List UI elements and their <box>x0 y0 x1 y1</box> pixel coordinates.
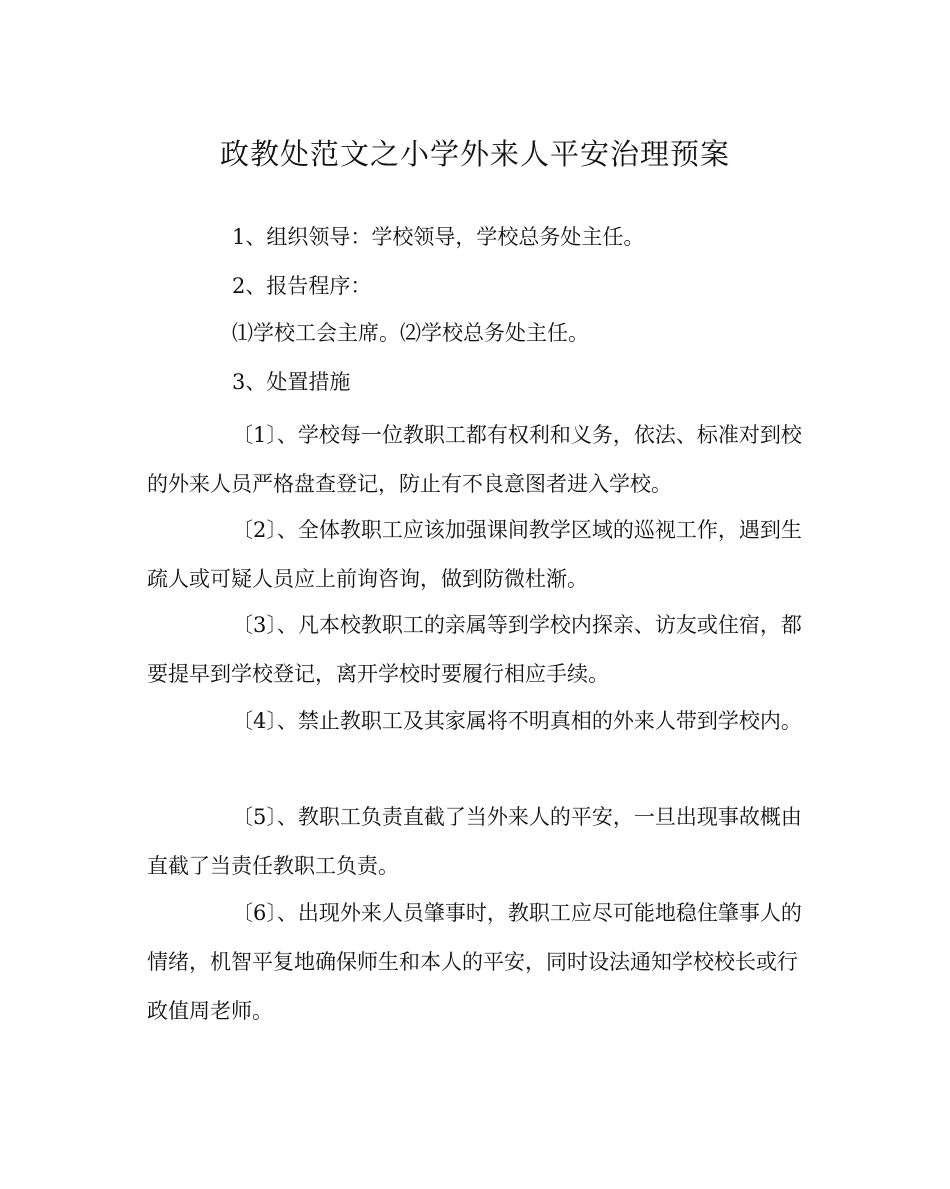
document-title: 政教处范文之小学外来人平安治理预案 <box>219 137 730 171</box>
organization-line: 1、组织领导：学校领导，学校总务处主任。 <box>232 225 645 249</box>
measure-paragraph-5: 〔5〕、教职工负责直截了当外来人的平安，一旦出现事故概由直截了当责任教职工负责。 <box>147 805 802 878</box>
measure-paragraph-4: 〔4〕、禁止教职工及其家属将不明真相的外来人带到学校内。 <box>232 709 802 733</box>
report-detail: ⑴学校工会主席。⑵学校总务处主任。 <box>232 321 589 345</box>
measure-paragraph-3: 〔3〕、凡本校教职工的亲属等到学校内探亲、访友或住宿，都要提早到学校登记，离开学校时要履行相应手续。 <box>147 613 802 686</box>
report-heading: 2、报告程序： <box>232 274 372 298</box>
measure-paragraph-2: 〔2〕、全体教职工应该加强课间教学区域的巡视工作，遇到生疏人或可疑人员应上前询咨询，做到防微杜渐。 <box>147 518 802 591</box>
measure-paragraph-1: 〔1〕、学校每一位教职工都有权利和义务，依法、标准对到校的外来人员严格盘查登记，防止有不良意图者进入学校。 <box>147 423 802 496</box>
measure-paragraph-6: 〔6〕、出现外来人员肇事时，教职工应尽可能地稳住肇事人的情绪，机智平复地确保师生和本人的平安，同时设法通知学校校长或行政值周老师。 <box>147 901 802 1023</box>
measures-heading: 3、处置措施 <box>232 370 351 394</box>
